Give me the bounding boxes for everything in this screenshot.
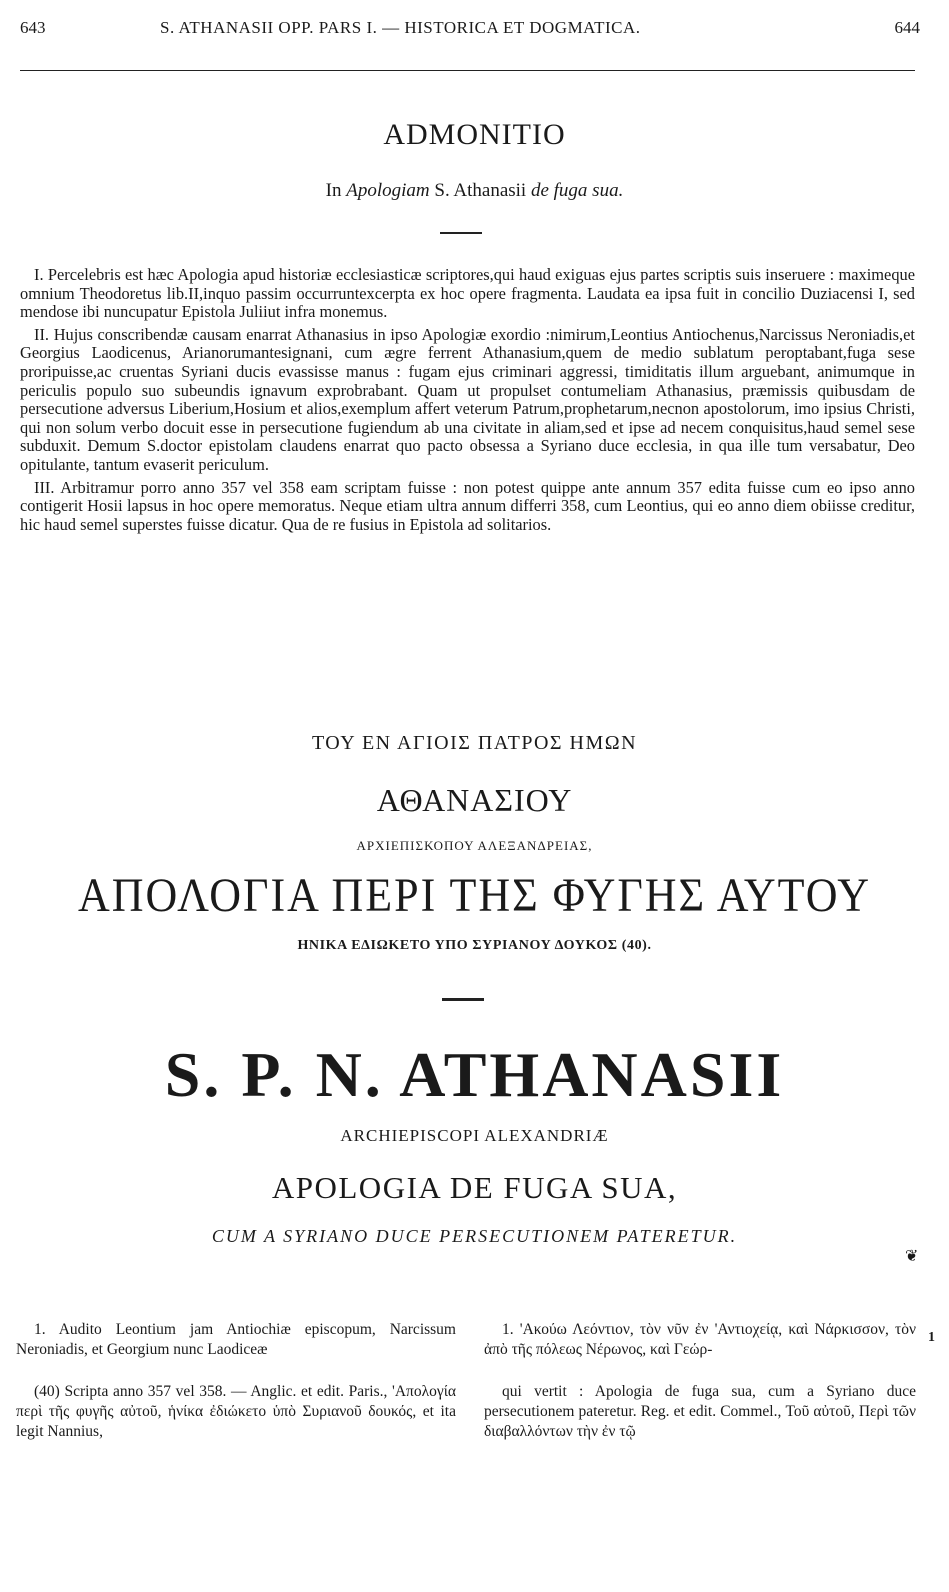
ink-blot: ❦ (905, 1248, 919, 1265)
greek-text-column (484, 1320, 916, 1360)
admonitio-title: ADMONITIO (383, 118, 566, 151)
latin-author-name: S. P. N. ATHANASII (164, 1039, 785, 1110)
greek-work-title: ΑΠΟΛΟΓΙΑ ΠΕΡΙ ΤΗΣ ΦΥΓΗΣ ΑΥΤΟΥ (77, 869, 872, 922)
admonitio-paragraph-3: III. Arbitramur porro anno 357 vel 358 eam scriptam fuisse : non potest quippe ante annum 357 edita fuisse cum eo ipso anno contigerit Hosii lapsus in hoc opere memoratus. Neque etiam ultra annum differri 358, cum Leontius, qui eo anno diem obiisse creditur, hic haud semel superstes fuisse dicatur. Qua de re fusius in Epistola ad solitarios. (20, 477, 915, 534)
latin-work-title: APOLOGIA DE FUGA SUA, (271, 1170, 678, 1205)
footnote-left (16, 1382, 456, 1442)
greek-author-name: ΑΘΑΝΑΣΙΟΥ (376, 782, 573, 818)
divider-rule (442, 998, 484, 1001)
subtitle-prefix: In (325, 180, 342, 201)
subtitle-end: de fuga sua. (530, 180, 624, 201)
latin-archbishop: ARCHIEPISCOPI ALEXANDRIÆ (340, 1126, 609, 1145)
running-header (20, 18, 920, 44)
greek-archbishop: ΑΡΧΙΕΠΙΣΚΟΠΟΥ ΑΛΕΞΑΝΔΡΕΙΑΣ, (356, 838, 593, 853)
footnote-right (484, 1382, 916, 1442)
margin-number: 1 (928, 1330, 935, 1345)
admonitio-paragraph-1: I. Percelebris est hæc Apologia apud historiæ ecclesiasticæ scriptores,qui haud exiguas ejus partes scriptis suis inseruere : maximeque omnium Theodoretus lib.II,inquo passim occurruntexcerpta ex hoc opere fragmenta. Laudata ea ipsa fuit in concilio Duziacensi I, sed mendose ibi nuncupatur Epistola Juliiut infra monemus. (20, 265, 915, 322)
running-title: S. ATHANASII OPP. PARS I. — HISTORICA ET DOGMATICA. (160, 18, 641, 37)
divider-rule (440, 232, 482, 234)
admonitio-subtitle (0, 180, 949, 202)
latin-paragraph-1: 1. Audito Leontium jam Antiochiæ episcopum, Narcissum Neroniadis, et Georgium nunc Laodiceæ (16, 1321, 456, 1358)
greek-paragraph-1: 1. 'Ακούω Λεόντιον, τὸν νῦν ἐν 'Αντιοχείᾳ, καὶ Νάρκισσον, τὸν ἀπὸ τῆς πόλεως Νέρωνος, καὶ Γεώρ- (484, 1321, 916, 1358)
greek-heading-line: ΤΟΥ ΕΝ ΑΓΙΟΙΣ ΠΑΤΡΟΣ ΗΜΩΝ (311, 732, 638, 754)
latin-text-column (16, 1320, 456, 1360)
greek-work-subtitle: ΗΝΙΚΑ ΕΔΙΩΚΕΤΟ ΥΠΟ ΣΥΡΙΑΝΟΥ ΔΟΥΚΟΣ (40). (297, 938, 652, 953)
footnote-left-text: (40) Scripta anno 357 vel 358. — Anglic. et edit. Paris., 'Απολογία περὶ τῆς φυγῆς αὐτοῦ, ἡνίκα ἐδιώκετο ὑπὸ Συριανοῦ δουκός, et ita legit Nannius, (16, 1383, 456, 1440)
footnote-right-text: qui vertit : Apologia de fuga sua, cum a Syriano duce persecutionem pateretur. Reg. et edit. Commel., Τοῦ αὐτοῦ, Περὶ τῶν διαβαλλόντων τὴν ἐν τῷ (484, 1383, 916, 1440)
left-page-number: 643 (20, 18, 46, 37)
latin-work-subtitle: CUM A SYRIANO DUCE PERSECUTIONEM PATERETUR. (211, 1226, 738, 1246)
subtitle-mid: S. Athanasii (434, 180, 527, 201)
admonitio-paragraph-2: II. Hujus conscribendæ causam enarrat Athanasius in ipso Apologiæ exordio :nimirum,Leontius Antiochenus,Narcissus Neroniadis,et Georgius Laodicenus, Arianorumantesignani, cum ægre ferrent Athanasium,quem de medio sublatum peroptabant,fuga sese proripuisse,ac cruentas Syriani ducis evassisse manus : fugam ejus criminari aggressi, timiditatis illum arguebant, animumque in periculis populo suo subeundis ignavum exprobrabant. Quam ut propulset contumeliam Athanasius, præmissis quibusdam de persecutione adversus Liberium,Hosium et alios,exemplum affert veterum Patrum,prophetarum,necnon apostolorum, imo ipsius Christi, qui non solum verbo docuit esse in persecutione fugiendum ab una civitate in aliam,sed et ipse ad necem conquisitus,haud semel sese subduxit. Demum S.doctor epistolam claudens enarrat quo pacto obsessa a Syriano duce ecclesia, in qua ille tum versabatur, Deo opitulante, tantum evaserit periculum. (20, 324, 915, 474)
subtitle-apologiam: Apologiam (346, 180, 430, 201)
admonitio-body (20, 266, 915, 538)
right-page-number: 644 (894, 18, 920, 37)
header-rule (20, 70, 915, 71)
